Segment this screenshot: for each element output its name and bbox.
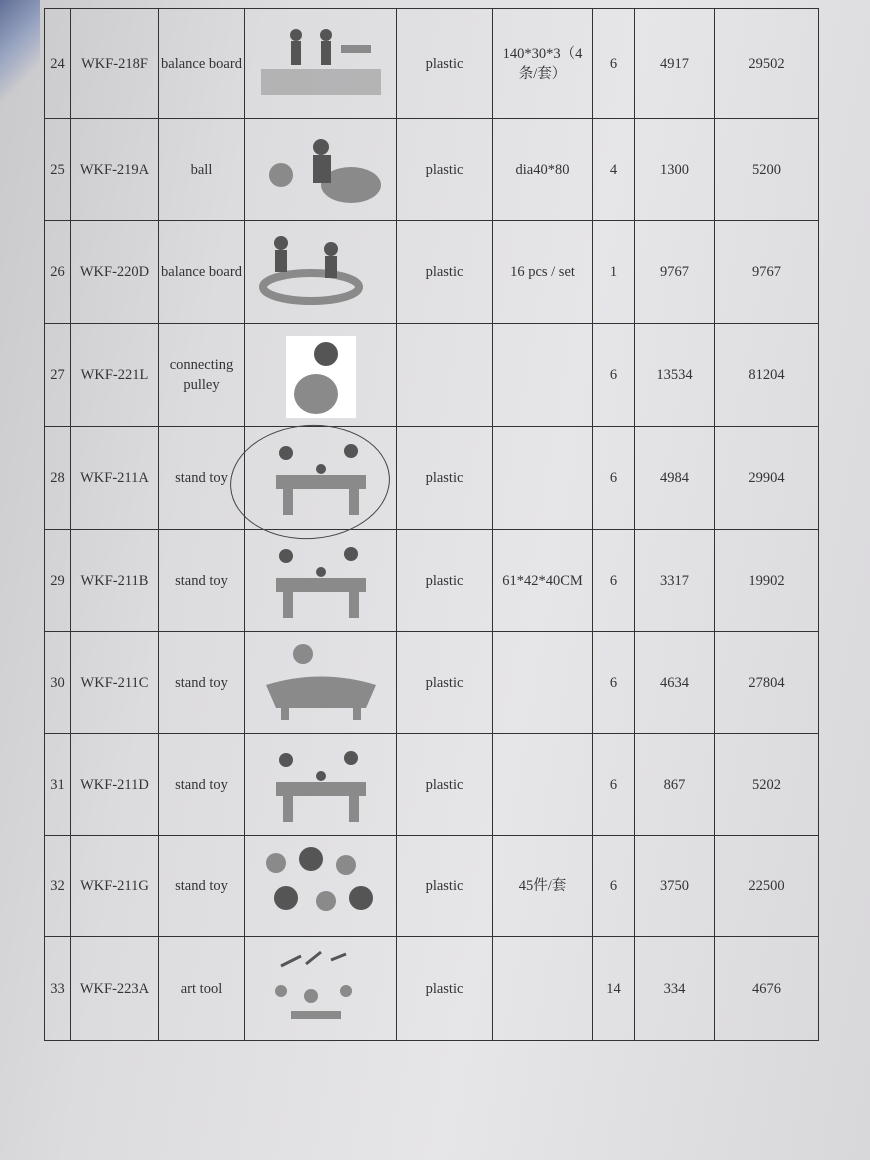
toy-set-icon: [247, 843, 394, 929]
item-size: 61*42*40CM: [493, 530, 593, 632]
item-photo: [245, 9, 397, 119]
item-unit-price: 4984: [635, 427, 715, 530]
item-material: plastic: [397, 836, 493, 937]
item-unit-price: 4917: [635, 9, 715, 119]
item-amount: 22500: [715, 836, 819, 937]
table-row: [45, 427, 819, 530]
item-code: WKF-211A: [71, 427, 159, 530]
item-amount: 27804: [715, 632, 819, 734]
item-name: stand toy: [159, 836, 245, 937]
table-row: [45, 324, 819, 427]
item-photo: [245, 632, 397, 734]
item-quantity: 4: [593, 119, 635, 221]
item-quantity: 1: [593, 221, 635, 324]
item-name: ball: [159, 119, 245, 221]
item-size: [493, 937, 593, 1041]
item-size: 45件/套: [493, 836, 593, 937]
item-quantity: 6: [593, 427, 635, 530]
item-photo: [245, 324, 397, 427]
product-table: [44, 8, 819, 1041]
item-name: balance board: [159, 9, 245, 119]
row-number: 32: [45, 836, 71, 937]
item-material: plastic: [397, 530, 493, 632]
item-material: [397, 324, 493, 427]
item-name: stand toy: [159, 734, 245, 836]
item-quantity: 6: [593, 9, 635, 119]
item-code: WKF-219A: [71, 119, 159, 221]
item-material: plastic: [397, 427, 493, 530]
stand-toy-icon: [247, 538, 394, 624]
item-quantity: 6: [593, 632, 635, 734]
item-code: WKF-211C: [71, 632, 159, 734]
item-unit-price: 3750: [635, 836, 715, 937]
item-name: stand toy: [159, 632, 245, 734]
item-photo: [245, 734, 397, 836]
row-number: 25: [45, 119, 71, 221]
item-size: 140*30*3（4条/套）: [493, 9, 593, 119]
item-amount: 81204: [715, 324, 819, 427]
table-row: [45, 119, 819, 221]
row-number: 30: [45, 632, 71, 734]
item-code: WKF-211G: [71, 836, 159, 937]
item-material: plastic: [397, 632, 493, 734]
item-photo: [245, 530, 397, 632]
item-code: WKF-221L: [71, 324, 159, 427]
item-amount: 9767: [715, 221, 819, 324]
item-name: balance board: [159, 221, 245, 324]
item-photo: [245, 836, 397, 937]
item-quantity: 6: [593, 324, 635, 427]
row-number: 26: [45, 221, 71, 324]
item-quantity: 6: [593, 836, 635, 937]
item-material: plastic: [397, 119, 493, 221]
item-name: stand toy: [159, 427, 245, 530]
table-row: [45, 9, 819, 119]
item-size: [493, 427, 593, 530]
item-material: plastic: [397, 937, 493, 1041]
table-row: [45, 221, 819, 324]
pulley-icon: [247, 332, 394, 418]
item-code: WKF-223A: [71, 937, 159, 1041]
row-number: 29: [45, 530, 71, 632]
item-size: [493, 632, 593, 734]
stand-toy-icon: [247, 742, 394, 828]
ball-icon: [247, 127, 394, 213]
item-quantity: 6: [593, 734, 635, 836]
item-unit-price: 1300: [635, 119, 715, 221]
item-code: WKF-220D: [71, 221, 159, 324]
item-name: art tool: [159, 937, 245, 1041]
item-material: plastic: [397, 9, 493, 119]
item-amount: 19902: [715, 530, 819, 632]
table-row: [45, 734, 819, 836]
art-tool-icon: [247, 946, 394, 1032]
item-photo: [245, 937, 397, 1041]
item-photo: [245, 221, 397, 324]
item-unit-price: 9767: [635, 221, 715, 324]
item-material: plastic: [397, 221, 493, 324]
item-unit-price: 334: [635, 937, 715, 1041]
item-unit-price: 4634: [635, 632, 715, 734]
item-quantity: 14: [593, 937, 635, 1041]
sand-table-icon: [247, 640, 394, 726]
table-body: [45, 9, 819, 1041]
item-size: [493, 324, 593, 427]
item-material: plastic: [397, 734, 493, 836]
item-amount: 5200: [715, 119, 819, 221]
row-number: 28: [45, 427, 71, 530]
stepping-stones-icon: [247, 229, 394, 315]
item-unit-price: 867: [635, 734, 715, 836]
item-unit-price: 3317: [635, 530, 715, 632]
item-code: WKF-211B: [71, 530, 159, 632]
row-number: 24: [45, 9, 71, 119]
row-number: 33: [45, 937, 71, 1041]
item-size: [493, 734, 593, 836]
item-photo: [245, 119, 397, 221]
table-row: [45, 530, 819, 632]
row-number: 31: [45, 734, 71, 836]
item-size: dia40*80: [493, 119, 593, 221]
item-amount: 29904: [715, 427, 819, 530]
table-row: [45, 836, 819, 937]
item-code: WKF-211D: [71, 734, 159, 836]
page-corner-shadow: [0, 0, 40, 110]
table-row: [45, 937, 819, 1041]
item-amount: 5202: [715, 734, 819, 836]
balance-board-icon: [247, 21, 394, 107]
item-quantity: 6: [593, 530, 635, 632]
item-unit-price: 13534: [635, 324, 715, 427]
item-amount: 4676: [715, 937, 819, 1041]
table-row: [45, 632, 819, 734]
item-amount: 29502: [715, 9, 819, 119]
item-name: stand toy: [159, 530, 245, 632]
item-code: WKF-218F: [71, 9, 159, 119]
item-size: 16 pcs / set: [493, 221, 593, 324]
row-number: 27: [45, 324, 71, 427]
item-name: connecting pulley: [159, 324, 245, 427]
